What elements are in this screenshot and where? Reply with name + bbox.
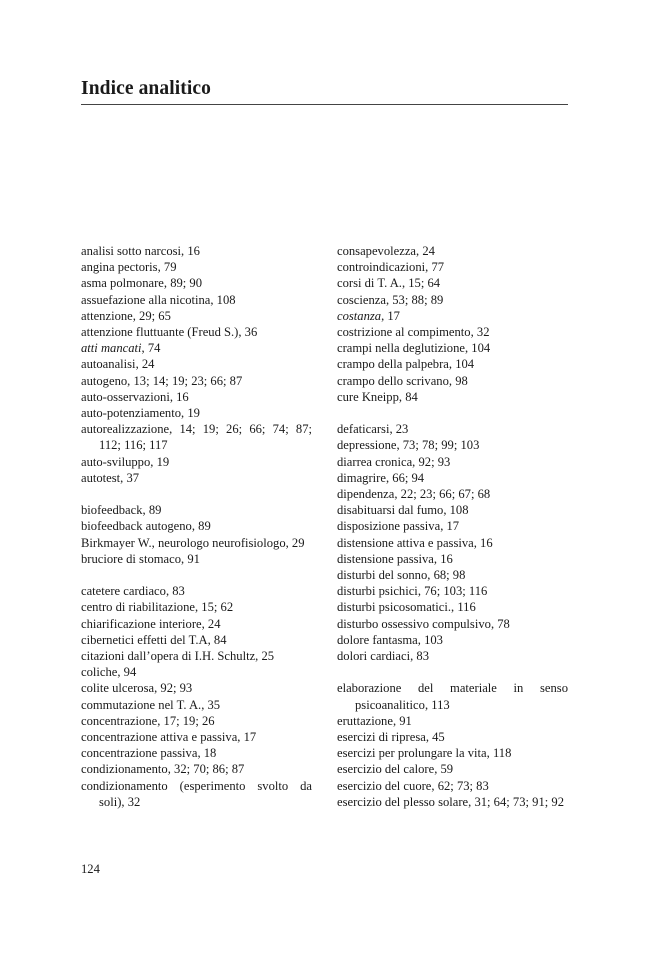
- index-page-refs: , 17: [381, 308, 400, 323]
- index-page-refs: , 17: [440, 519, 460, 534]
- index-page-refs: , 29; 65: [132, 308, 171, 323]
- index-term: crampo della palpebra: [337, 357, 449, 372]
- index-page-refs: , 16: [169, 389, 189, 404]
- index-term: condizionamento (esperimento svolto da soli): [81, 778, 312, 809]
- index-term: analisi sotto narcosi: [81, 244, 182, 258]
- index-entry: [337, 794, 568, 810]
- index-page-refs: , 31; 64; 73; 91; 92: [468, 794, 564, 809]
- index-term: condizionamento: [81, 762, 168, 777]
- index-page-refs: , 92; 93: [412, 454, 451, 469]
- index-page-refs: , 29: [285, 535, 305, 550]
- index-term: attenzione: [81, 308, 133, 323]
- index-term: coscienza: [337, 292, 386, 307]
- index-entry: [337, 470, 568, 486]
- index-page-refs: , 104: [448, 357, 475, 372]
- index-entry: [337, 259, 568, 275]
- index-entry: [337, 761, 568, 777]
- index-entry: [337, 421, 568, 437]
- index-entry: [81, 729, 312, 745]
- index-entry: [337, 454, 568, 470]
- index-page-refs: , 66; 94: [385, 470, 425, 485]
- index-page-refs: , 94: [117, 665, 137, 680]
- index-page-refs: , 16: [181, 244, 200, 258]
- index-page-refs: , 18: [197, 746, 217, 761]
- index-page-refs: , 19: [181, 406, 200, 421]
- index-page-refs: , 103: [417, 632, 443, 647]
- index-entry: [337, 275, 568, 291]
- index-term: biofeedback autogeno: [81, 519, 192, 534]
- index-page-refs: , 91: [392, 713, 412, 728]
- index-term: defaticarsi: [337, 422, 390, 437]
- index-page-refs: , 98: [448, 373, 468, 388]
- index-entry: [337, 324, 568, 340]
- index-page-refs: , 89: [142, 503, 162, 518]
- index-entry: [81, 664, 312, 680]
- index-page-refs: , 15; 64: [401, 276, 441, 291]
- index-page-refs: , 14; 19; 26; 66; 74; 87; 112; 116; 117: [99, 422, 312, 453]
- index-term: dimagrire: [337, 470, 386, 485]
- index-entry: [337, 583, 568, 599]
- index-term: autoanalisi: [81, 357, 136, 372]
- index-entry: [81, 243, 312, 259]
- index-page-refs: , 84: [398, 389, 418, 404]
- index-term: disturbo ossessivo compulsivo: [337, 616, 491, 631]
- index-entry: [337, 389, 568, 405]
- index-term: dipendenza: [337, 487, 395, 502]
- index-entry: [337, 567, 568, 583]
- index-term: dolore fantasma: [337, 632, 418, 647]
- index-term: autorealizzazione: [81, 422, 170, 437]
- index-term: corsi di T. A.: [337, 276, 402, 291]
- index-term: disturbi del sonno: [337, 568, 428, 583]
- index-entry: [81, 421, 312, 453]
- index-term: distensione attiva e passiva: [337, 535, 474, 550]
- index-entry: [81, 324, 312, 340]
- index-page-refs: , 53; 88; 89: [385, 292, 444, 307]
- index-entry: [81, 356, 312, 372]
- index-entry: [337, 356, 568, 372]
- index-page-refs: , 24: [416, 244, 435, 258]
- index-entry: [337, 502, 568, 518]
- index-term: attenzione fluttuante (Freud S.): [81, 325, 239, 340]
- page-title: Indice analitico: [81, 78, 211, 99]
- index-page-refs: , 108: [443, 503, 469, 518]
- index-page-refs: , 32; 70; 86; 87: [167, 762, 245, 777]
- index-entry: [81, 632, 312, 648]
- index-entry: [337, 632, 568, 648]
- index-page-refs: , 13; 14; 19; 23; 66; 87: [127, 373, 243, 388]
- index-column-right: [337, 243, 568, 810]
- index-entry: [81, 340, 312, 356]
- index-page-refs: , 118: [486, 746, 512, 761]
- index-term: commutazione nel T. A.: [81, 697, 202, 712]
- index-term: asma polmonare: [81, 276, 164, 291]
- index-term: crampo dello scrivano: [337, 373, 449, 388]
- index-entry: [337, 648, 568, 664]
- index-page-refs: , 91: [181, 551, 200, 566]
- index-entry: [337, 713, 568, 729]
- index-entry: [81, 405, 312, 421]
- index-term: Birkmayer W., neurologo neurofisiologo: [81, 535, 286, 550]
- index-page-refs: , 116: [451, 600, 476, 615]
- index-entry: [81, 535, 312, 551]
- index-term: coliche: [81, 665, 118, 680]
- letter-group-gap: [81, 567, 312, 583]
- letter-group-gap: [81, 486, 312, 502]
- index-page-refs: , 35: [201, 697, 221, 712]
- index-page-refs: , 17; 19; 26: [157, 713, 215, 728]
- index-term: esercizio del plesso solare: [337, 794, 469, 809]
- index-term: centro di riabilitazione: [81, 600, 195, 615]
- index-page-refs: , 108: [210, 292, 236, 307]
- index-entry: [81, 518, 312, 534]
- index-entry: [81, 583, 312, 599]
- index-term: cure Kneipp: [337, 389, 399, 404]
- index-term: autogeno: [81, 373, 128, 388]
- index-entry: [337, 551, 568, 567]
- index-term: catetere cardiaco: [81, 584, 166, 599]
- index-entry: [81, 761, 312, 777]
- index-entry: [81, 599, 312, 615]
- index-term: chiarificazione interiore: [81, 616, 202, 631]
- index-entry: [337, 373, 568, 389]
- letter-group-gap: [337, 405, 568, 421]
- index-page-refs: , 45: [425, 730, 445, 745]
- index-entry: [337, 680, 568, 712]
- index-entry: [81, 502, 312, 518]
- index-term: biofeedback: [81, 503, 143, 518]
- index-entry: [337, 616, 568, 632]
- index-term: angina pectoris: [81, 260, 158, 275]
- index-page-refs: , 113: [424, 697, 450, 712]
- index-entry: [337, 486, 568, 502]
- index-entry: [81, 470, 312, 486]
- index-term: diarrea cronica: [337, 454, 413, 469]
- index-page-refs: , 23: [389, 422, 409, 437]
- index-term: assuefazione alla nicotina: [81, 292, 211, 307]
- index-entry: [337, 778, 568, 794]
- index-term: eruttazione: [337, 713, 393, 728]
- index-page-refs: , 17: [237, 730, 257, 745]
- index-page-refs: , 78: [490, 616, 510, 631]
- index-term: costanza: [337, 308, 382, 323]
- index-entry: [81, 259, 312, 275]
- index-page-refs: , 36: [238, 325, 258, 340]
- index-page-refs: , 77: [425, 260, 445, 275]
- index-term: consapevolezza: [337, 244, 417, 258]
- index-term: bruciore di stomaco: [81, 551, 182, 566]
- index-entry: [81, 616, 312, 632]
- index-term: depressione: [337, 438, 397, 453]
- index-entry: [337, 243, 568, 259]
- index-entry: [81, 292, 312, 308]
- index-term: esercizi per prolungare la vita: [337, 746, 487, 761]
- index-page-refs: , 16: [433, 551, 453, 566]
- index-term: dolori cardiaci: [337, 649, 411, 664]
- index-page-refs: , 32: [121, 794, 141, 809]
- index-page-refs: , 32: [470, 325, 490, 340]
- index-entry: [81, 680, 312, 696]
- index-entry: [337, 745, 568, 761]
- index-term: disposizione passiva: [337, 519, 441, 534]
- index-entry: [81, 551, 312, 567]
- index-entry: [337, 729, 568, 745]
- index-page-refs: , 68; 98: [427, 568, 466, 583]
- index-term: concentrazione passiva: [81, 746, 198, 761]
- index-page-refs: , 24: [135, 357, 155, 372]
- index-entry: [81, 648, 312, 664]
- index-entry: [337, 340, 568, 356]
- index-page-refs: , 16: [473, 535, 493, 550]
- index-term: auto-potenziamento: [81, 406, 182, 421]
- index-page-refs: , 59: [434, 762, 454, 777]
- index-page-refs: , 25: [255, 649, 275, 664]
- index-entry: [81, 373, 312, 389]
- index-page-refs: , 76; 103; 116: [417, 584, 488, 599]
- index-term: controindicazioni: [337, 260, 426, 275]
- index-term: esercizi di ripresa: [337, 730, 426, 745]
- index-term: crampi nella deglutizione: [337, 341, 465, 356]
- index-page-refs: , 37: [120, 470, 140, 485]
- index-page-refs: , 19: [150, 454, 170, 469]
- index-entry: [81, 308, 312, 324]
- index-page-refs: , 62; 73; 83: [431, 778, 489, 793]
- index-page-refs: , 24: [201, 616, 221, 631]
- letter-group-gap: [337, 664, 568, 680]
- index-page-refs: , 89: [191, 519, 211, 534]
- index-entry: [81, 697, 312, 713]
- index-page-refs: , 22; 23; 66; 67; 68: [394, 487, 491, 502]
- index-term: colite ulcerosa: [81, 681, 155, 696]
- index-term: auto-sviluppo: [81, 454, 151, 469]
- index-term: esercizio del cuore: [337, 778, 432, 793]
- index-term: cibernetici effetti del T.A: [81, 632, 208, 647]
- index-term: costrizione al compimento: [337, 325, 471, 340]
- index-page-refs: , 15; 62: [195, 600, 234, 615]
- index-page-refs: , 89; 90: [163, 276, 203, 291]
- index-term: esercizio del calore: [337, 762, 435, 777]
- index-term: elaborazione del materiale in senso psicoanalitico: [337, 681, 568, 712]
- index-term: disturbi psichici: [337, 584, 418, 599]
- index-entry: [81, 745, 312, 761]
- index-term: citazioni dall’opera di I.H. Schultz: [81, 649, 256, 664]
- index-term: auto-osservazioni: [81, 389, 170, 404]
- index-term: concentrazione: [81, 713, 158, 728]
- index-term: autotest: [81, 470, 121, 485]
- index-entry: [337, 518, 568, 534]
- index-entry: [81, 778, 312, 810]
- index-entry: [337, 535, 568, 551]
- index-page-refs: , 79: [157, 260, 177, 275]
- index-page-refs: , 83: [410, 649, 429, 664]
- title-rule: [81, 104, 568, 105]
- index-page-refs: , 74: [141, 341, 161, 356]
- index-entry: [81, 275, 312, 291]
- index-page-refs: , 104: [465, 341, 491, 356]
- index-term: disabituarsi dal fumo: [337, 503, 444, 518]
- index-term: distensione passiva: [337, 551, 434, 566]
- page-number: 124: [81, 862, 100, 876]
- index-column-left: [81, 243, 312, 810]
- index-entry: [337, 599, 568, 615]
- index-page-refs: , 92; 93: [154, 681, 193, 696]
- index-entry: [337, 308, 568, 324]
- index-entry: [337, 437, 568, 453]
- index-term: concentrazione attiva e passiva: [81, 730, 238, 745]
- index-entry: [81, 454, 312, 470]
- index-page-refs: , 73; 78; 99; 103: [396, 438, 480, 453]
- index-entry: [81, 389, 312, 405]
- index-term: disturbi psicosomatici.: [337, 600, 452, 615]
- index-entry: [81, 713, 312, 729]
- index-page-refs: , 84: [207, 632, 227, 647]
- index-page-refs: , 83: [165, 584, 185, 599]
- index-entry: [337, 292, 568, 308]
- index-term: atti mancati: [81, 341, 142, 356]
